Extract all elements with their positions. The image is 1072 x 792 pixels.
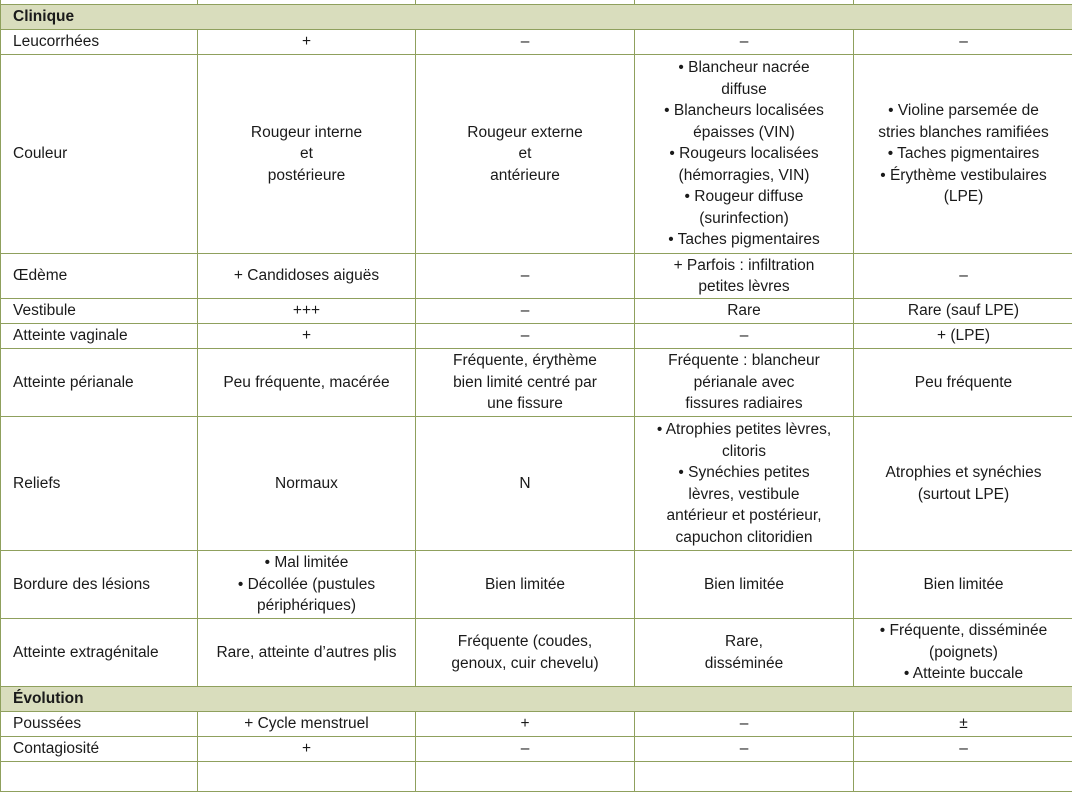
table-cell [198,349,416,417]
cut-off-bottom-row [1,762,1072,792]
cell-text: (hémorragies, VIN) [643,165,845,187]
cell-text: • Rougeur diffuse [643,186,845,208]
table-cell [854,712,1072,737]
cell-text: – [424,300,626,322]
row-label: Couleur [1,55,198,254]
row-label: Atteinte vaginale [1,324,198,349]
table-cell [416,349,635,417]
cell-text: Rougeur interne [206,122,407,144]
cell-text: Rare (sauf LPE) [862,300,1065,322]
cell-text: – [862,738,1065,760]
cell-text: + [206,31,407,53]
table-cell [416,417,635,551]
cell-text: – [643,713,845,735]
table-cell [416,762,635,792]
table-row [1,324,1072,349]
table-cell [854,254,1072,299]
cell-text: • Érythème vestibulaires [862,165,1065,187]
table-cell [416,324,635,349]
cell-text: + Cycle menstruel [206,713,407,735]
cell-text: – [862,31,1065,53]
cell-text: Bien limitée [643,574,845,596]
table-cell [416,619,635,687]
table-cell [198,762,416,792]
row-label: Vestibule [1,299,198,324]
row-label: Leucorrhées [1,30,198,55]
table-cell [198,55,416,254]
cell-text: (poignets) [862,642,1065,664]
cell-text: antérieur et postérieur, [643,505,845,527]
table-cell [854,619,1072,687]
table-cell [416,30,635,55]
section-title: Clinique [1,5,1072,30]
table-cell [635,737,854,762]
table-cell [198,30,416,55]
table-row [1,737,1072,762]
table-row [1,619,1072,687]
cell-text: N [424,473,626,495]
section-title: Évolution [1,687,1072,712]
table-row [1,30,1072,55]
table-cell [854,55,1072,254]
cell-text: (surinfection) [643,208,845,230]
row-label: Atteinte périanale [1,349,198,417]
cell-text: bien limité centré par [424,372,626,394]
section-header-clinique [1,5,1072,30]
table-cell [854,417,1072,551]
cell-text: lèvres, vestibule [643,484,845,506]
cell-text: fissures radiaires [643,393,845,415]
table-cell [854,324,1072,349]
table-cell [198,551,416,619]
cell-text: stries blanches ramifiées [862,122,1065,144]
cell-text: – [424,738,626,760]
cell-text: clitoris [643,441,845,463]
cell-text: – [643,325,845,347]
cell-text: Rare, [643,631,845,653]
row-label: Atteinte extragénitale [1,619,198,687]
cell-text: postérieure [206,165,407,187]
table-cell [198,619,416,687]
table-row [1,254,1072,299]
cell-text: – [424,31,626,53]
table-cell [416,737,635,762]
table-cell [854,737,1072,762]
cell-text: • Taches pigmentaires [862,143,1065,165]
table-cell [635,417,854,551]
table-row [1,417,1072,551]
cell-text: – [862,265,1065,287]
table-cell [416,299,635,324]
cell-text: Normaux [206,473,407,495]
table-cell [635,299,854,324]
table-cell [635,30,854,55]
cell-text: disséminée [643,653,845,675]
table-cell [854,551,1072,619]
table-cell [635,254,854,299]
table-row [1,551,1072,619]
row-label: Bordure des lésions [1,551,198,619]
cell-text: ± [862,713,1065,735]
cell-text: • Atteinte buccale [862,663,1065,685]
cell-text: • Taches pigmentaires [643,229,845,251]
table-cell [198,737,416,762]
section-header-evolution [1,687,1072,712]
cell-text: • Atrophies petites lèvres, [643,419,845,441]
cell-text: • Rougeurs localisées [643,143,845,165]
cell-text: et [424,143,626,165]
cell-text: – [424,325,626,347]
cell-text: + (LPE) [862,325,1065,347]
cell-text: – [424,265,626,287]
table-cell [635,762,854,792]
cell-text: + [206,738,407,760]
cell-text: +++ [206,300,407,322]
cell-text: + [424,713,626,735]
cell-text: périanale avec [643,372,845,394]
cell-text: Rare [643,300,845,322]
cell-text: genoux, cuir chevelu) [424,653,626,675]
table-cell [416,55,635,254]
cell-text: Fréquente (coudes, [424,631,626,653]
table-row [1,349,1072,417]
table-cell [635,712,854,737]
row-label: Poussées [1,712,198,737]
table-cell [635,551,854,619]
cell-text: épaisses (VIN) [643,122,845,144]
cell-text: Bien limitée [424,574,626,596]
table-cell [854,349,1072,417]
cell-text: Bien limitée [862,574,1065,596]
table-cell [416,254,635,299]
cell-text: – [643,738,845,760]
cell-text: Peu fréquente [862,372,1065,394]
cell-text: • Synéchies petites [643,462,845,484]
cell-text: Atrophies et synéchies [862,462,1065,484]
cell-text: + [206,325,407,347]
cell-text: (LPE) [862,186,1065,208]
cell-text: Peu fréquente, macérée [206,372,407,394]
table-cell [854,762,1072,792]
table-cell [635,619,854,687]
row-label: Œdème [1,254,198,299]
row-label: Reliefs [1,417,198,551]
table-row [1,712,1072,737]
cell-text: capuchon clitoridien [643,527,845,549]
cell-text: • Fréquente, disséminée [862,620,1065,642]
cell-text: une fissure [424,393,626,415]
table-cell [635,55,854,254]
cell-text: et [206,143,407,165]
cell-text: diffuse [643,79,845,101]
cell-text: Fréquente : blancheur [643,350,845,372]
cell-text: + Candidoses aiguës [206,265,407,287]
cell-text: périphériques) [206,595,407,617]
row-label: Contagiosité [1,737,198,762]
table-cell [854,299,1072,324]
cell-text: • Décollée (pustules [206,574,407,596]
table-cell [198,417,416,551]
cell-text: – [643,31,845,53]
cell-text: • Violine parsemée de [862,100,1065,122]
table-cell [1,762,198,792]
table-cell [198,299,416,324]
cell-text: antérieure [424,165,626,187]
table-cell [198,254,416,299]
cell-text: • Blancheur nacrée [643,57,845,79]
table-cell [198,712,416,737]
cell-text: + Parfois : infiltration [643,255,845,277]
table-cell [635,349,854,417]
cell-text: • Mal limitée [206,552,407,574]
table-cell [854,30,1072,55]
table-cell [198,324,416,349]
cell-text: • Blancheurs localisées [643,100,845,122]
cell-text: Fréquente, érythème [424,350,626,372]
cell-text: Rare, atteinte d’autres plis [206,642,407,664]
table-cell [416,551,635,619]
table-cell [635,324,854,349]
cell-text: (surtout LPE) [862,484,1065,506]
table-row [1,299,1072,324]
table-cell [416,712,635,737]
cell-text: petites lèvres [643,276,845,298]
table-row [1,55,1072,254]
cell-text: Rougeur externe [424,122,626,144]
